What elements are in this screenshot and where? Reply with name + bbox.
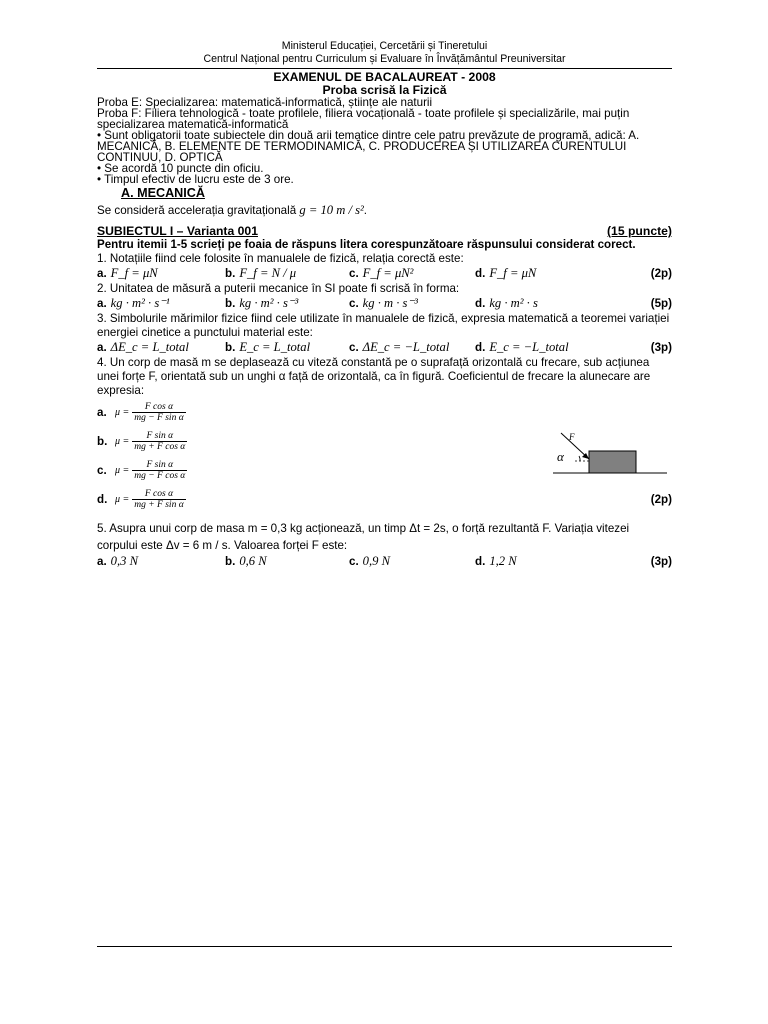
q4-label-d: d. — [97, 492, 108, 506]
q3-text: 3. Simbolurile mărimilor fizice fiind cele utilizate în manualele de fizică, expresia matematică a teoremei variației energiei cinetice a punctului material este: — [97, 312, 670, 339]
q1-option-b-text: F_f = N / μ — [239, 266, 297, 280]
q4-fraction-b — [132, 431, 187, 452]
q4-mu-a: μ = — [115, 406, 130, 418]
exam-subtitle: Proba scrisă la Fizică — [322, 83, 447, 97]
q3-option-d: d. E_c = −L_total — [475, 340, 569, 354]
subject-instruction: Pentru itemii 1-5 scrieți pe foaia de răspuns litera corespunzătoare răspunsului considerat corect. — [97, 238, 636, 251]
angle-arc — [579, 456, 580, 461]
angle-label: α — [557, 449, 564, 464]
q2-option-d-text: kg · m² · s — [489, 296, 538, 310]
q4-c-denominator: mg − F cos α — [134, 471, 186, 481]
q5-option-d-text: 1,2 N — [489, 554, 517, 568]
gravity-text: Se consideră accelerația gravitațională — [97, 204, 297, 217]
q1-points: (2p) — [650, 267, 672, 280]
q2-options — [97, 296, 672, 312]
subject-points: (15 puncte) — [606, 224, 672, 238]
section-title: A. MECANICĂ — [121, 186, 205, 200]
q2-option-a-text: kg · m² · s⁻¹ — [110, 296, 170, 310]
q1-options — [97, 266, 672, 282]
q2-points: (5p) — [650, 297, 672, 310]
q5-option-d: d. 1,2 N — [475, 554, 517, 568]
exam-page — [97, 40, 672, 570]
bullet-time: • Timpul efectiv de lucru este de 3 ore. — [97, 173, 294, 186]
q5-option-b-text: 0,6 N — [239, 554, 267, 568]
q4-mu-c: μ = — [115, 464, 130, 476]
q1-option-d: d. F_f = μN — [475, 266, 537, 280]
q4-fraction-d — [132, 489, 185, 510]
q1-option-c-text: F_f = μN² — [362, 266, 414, 280]
q4-d-denominator: mg + F sin α — [134, 500, 184, 510]
q5-option-a: a. 0,3 N — [97, 554, 138, 568]
q2-option-b-text: kg · m² · s⁻³ — [239, 296, 299, 310]
q5-text-2: corpului este Δv = 6 m / s. Valoarea forței F este: — [97, 539, 348, 552]
header-divider — [97, 68, 672, 69]
q3-option-a-text: ΔE_c = L_total — [110, 340, 189, 354]
q3-option-c: c. ΔE_c = −L_total — [349, 340, 450, 354]
q5-option-b: b. 0,6 N — [225, 554, 267, 568]
q4-mu-b: μ = — [115, 435, 130, 447]
block — [589, 451, 636, 473]
q5-options — [97, 554, 672, 570]
q3-points: (3p) — [650, 341, 672, 354]
q5-option-a-text: 0,3 N — [110, 554, 138, 568]
q2-option-a: a. kg · m² · s⁻¹ — [97, 296, 170, 310]
subject-header — [97, 224, 672, 238]
q4-fraction-c — [132, 460, 187, 481]
q4-option-d — [97, 485, 672, 514]
q2-option-d: d. kg · m² · s — [475, 296, 538, 310]
q3-option-b: b. E_c = L_total — [225, 340, 311, 354]
q4-fraction-a — [132, 402, 185, 423]
q1-option-a: a. F_f = μN — [97, 266, 158, 280]
q3-option-b-text: E_c = L_total — [239, 340, 311, 354]
q4-option-a — [97, 398, 672, 427]
bullet-subjects: • Sunt obligatorii toate subiectele din două arii tematice dintre cele patru prevăzute de programă, adică: A. MECANICĂ, B. ELEMENTE DE TERMODINAMICĂ, C. PRODUCEREA ȘI UTILIZAREA CURENTULUI CONTINUU, D. OPTICĂ — [97, 129, 640, 164]
q5-option-c: c. 0,9 N — [349, 554, 390, 568]
q1-option-b: b. F_f = N / μ — [225, 266, 297, 280]
q5-option-c-text: 0,9 N — [362, 554, 390, 568]
q1-option-c: c. F_f = μN² — [349, 266, 414, 280]
center-name: Centrul Național pentru Curriculum și Evaluare în Învățământul Preuniversitar — [203, 53, 566, 65]
q4-label-c: c. — [97, 463, 107, 477]
q1-option-a-text: F_f = μN — [110, 266, 158, 280]
q1-option-d-text: F_f = μN — [489, 266, 537, 280]
q2-option-c: c. kg · m · s⁻³ — [349, 296, 418, 310]
q3-options — [97, 340, 672, 356]
q4-b-numerator: F sin α — [146, 431, 174, 441]
bullet-points: • Se acordă 10 puncte din oficiu. — [97, 162, 264, 175]
q4-points: (2p) — [650, 492, 672, 506]
q4-b-denominator: mg + F cos α — [134, 442, 186, 452]
q4-text: 4. Un corp de masă m se deplasează cu viteză constantă pe o suprafață orizontală cu frecare, sub acțiunea unei forțe F, orientată sub un unghi α față de orizontală, ca în figură. Coeficientul de frecare la alunecare are expresia: — [97, 356, 651, 397]
q2-option-c-text: kg · m · s⁻³ — [362, 296, 418, 310]
q5-points: (3p) — [650, 555, 672, 568]
footer-divider — [97, 946, 672, 947]
q3-option-c-text: ΔE_c = −L_total — [362, 340, 450, 354]
proba-f: Proba F: Filiera tehnologică - toate profilele, filiera vocațională - toate profilele și specializările, mai puțin specializarea matematică-informatică — [97, 107, 630, 131]
exam-title: EXAMENUL DE BACALAUREAT - 2008 — [273, 70, 496, 84]
q4-d-numerator: F cos α — [144, 489, 174, 499]
q4-mu-d: μ = — [115, 493, 130, 505]
force-label: F — [569, 432, 575, 442]
q4-label-a: a. — [97, 405, 107, 419]
q1-text: 1. Notațiile fiind cele folosite în manualele de fizică, relația corectă este: — [97, 252, 464, 265]
q2-option-b: b. kg · m² · s⁻³ — [225, 296, 299, 310]
q5-text-1: 5. Asupra unui corp de masa m = 0,3 kg acționează, un timp Δt = 2s, o forță rezultantă F. Variația vitezei — [97, 522, 630, 535]
q3-option-d-text: E_c = −L_total — [489, 340, 569, 354]
q2-text: 2. Unitatea de măsură a puterii mecanice în SI poate fi scrisă în forma: — [97, 282, 460, 295]
q4-figure — [553, 429, 667, 477]
q4-c-numerator: F sin α — [146, 460, 174, 470]
q4-label-b: b. — [97, 434, 108, 448]
q3-option-a: a. ΔE_c = L_total — [97, 340, 189, 354]
q4-a-numerator: F cos α — [144, 402, 174, 412]
gravity-value: g = 10 m / s² — [299, 203, 364, 217]
gravity-line: Se consideră accelerația gravitațională g = 10 m / s². — [97, 203, 368, 217]
proba-e: Proba E: Specializarea: matematică-informatică, științe ale naturii — [97, 96, 433, 109]
subject-label: SUBIECTUL I – Varianta 001 — [97, 224, 258, 238]
q4-a-denominator: mg − F sin α — [134, 413, 184, 423]
ministry-name: Ministerul Educației, Cercetării și Tineretului — [281, 40, 488, 52]
